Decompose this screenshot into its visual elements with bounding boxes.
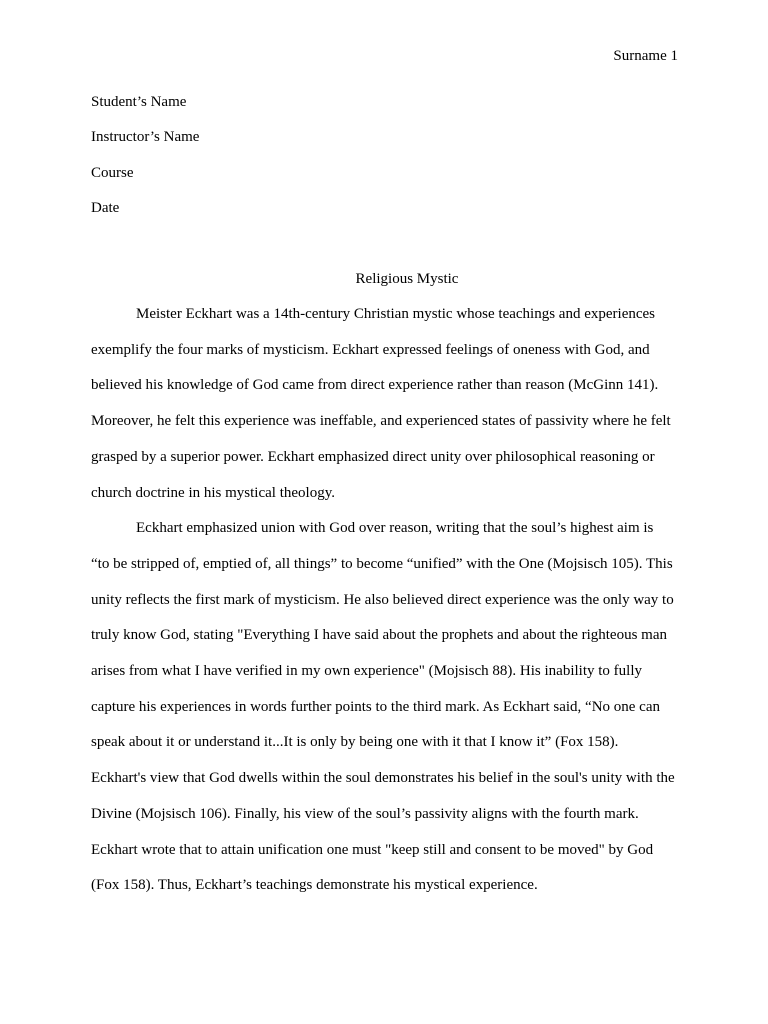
running-head: Surname 1 xyxy=(613,48,678,64)
paragraph-2 xyxy=(91,511,681,904)
paragraph-line: church doctrine in his mystical theology. xyxy=(91,484,335,501)
paragraph-1 xyxy=(91,297,681,511)
paragraph-line: unity reflects the first mark of mysticism. He also believed direct experience was the only way to xyxy=(91,591,674,608)
paragraph-line: capture his experiences in words further points to the third mark. As Eckhart said, “No one can xyxy=(91,698,660,715)
course-name: Course xyxy=(91,165,134,181)
instructor-name: Instructor’s Name xyxy=(91,129,200,145)
paragraph-line: truly know God, stating "Everything I have said about the prophets and about the righteous man xyxy=(91,627,668,644)
paragraph-line: (Fox 158). Thus, Eckhart’s teachings demonstrate his mystical experience. xyxy=(91,877,538,894)
document-title: Religious Mystic xyxy=(355,271,459,287)
paragraph-line: “to be stripped of, emptied of, all things” to become “unified” with the One (Mojsisch 105). This xyxy=(91,555,673,572)
paragraph-line: speak about it or understand it...It is only by being one with it that I know it” (Fox 158). xyxy=(91,734,619,751)
document-body xyxy=(91,297,681,904)
paragraph-line: Meister Eckhart was a 14th-century Christian mystic whose teachings and experiences xyxy=(136,306,656,322)
paragraph-line: Eckhart wrote that to attain unification one must "keep still and consent to be moved" by God xyxy=(91,841,654,858)
paragraph-line: Moreover, he felt this experience was ineffable, and experienced states of passivity where he felt xyxy=(91,413,671,430)
date: Date xyxy=(91,200,120,216)
paragraph-line: Eckhart's view that God dwells within the soul demonstrates his belief in the soul's unity with the xyxy=(91,770,675,787)
student-name: Student’s Name xyxy=(91,94,187,110)
paragraph-line: Eckhart emphasized union with God over reason, writing that the soul’s highest aim is xyxy=(136,520,654,537)
paragraph-line: grasped by a superior power. Eckhart emphasized direct unity over philosophical reasoning or xyxy=(91,448,655,465)
paragraph-line: arises from what I have verified in my own experience" (Mojsisch 88). His inability to fully xyxy=(91,663,642,680)
paragraph-line: Divine (Mojsisch 106). Finally, his view of the soul’s passivity aligns with the fourth mark. xyxy=(91,805,639,822)
paragraph-line: believed his knowledge of God came from direct experience rather than reason (McGinn 141). xyxy=(91,377,659,394)
paragraph-line: exemplify the four marks of mysticism. Eckhart expressed feelings of oneness with God, and xyxy=(91,341,650,358)
